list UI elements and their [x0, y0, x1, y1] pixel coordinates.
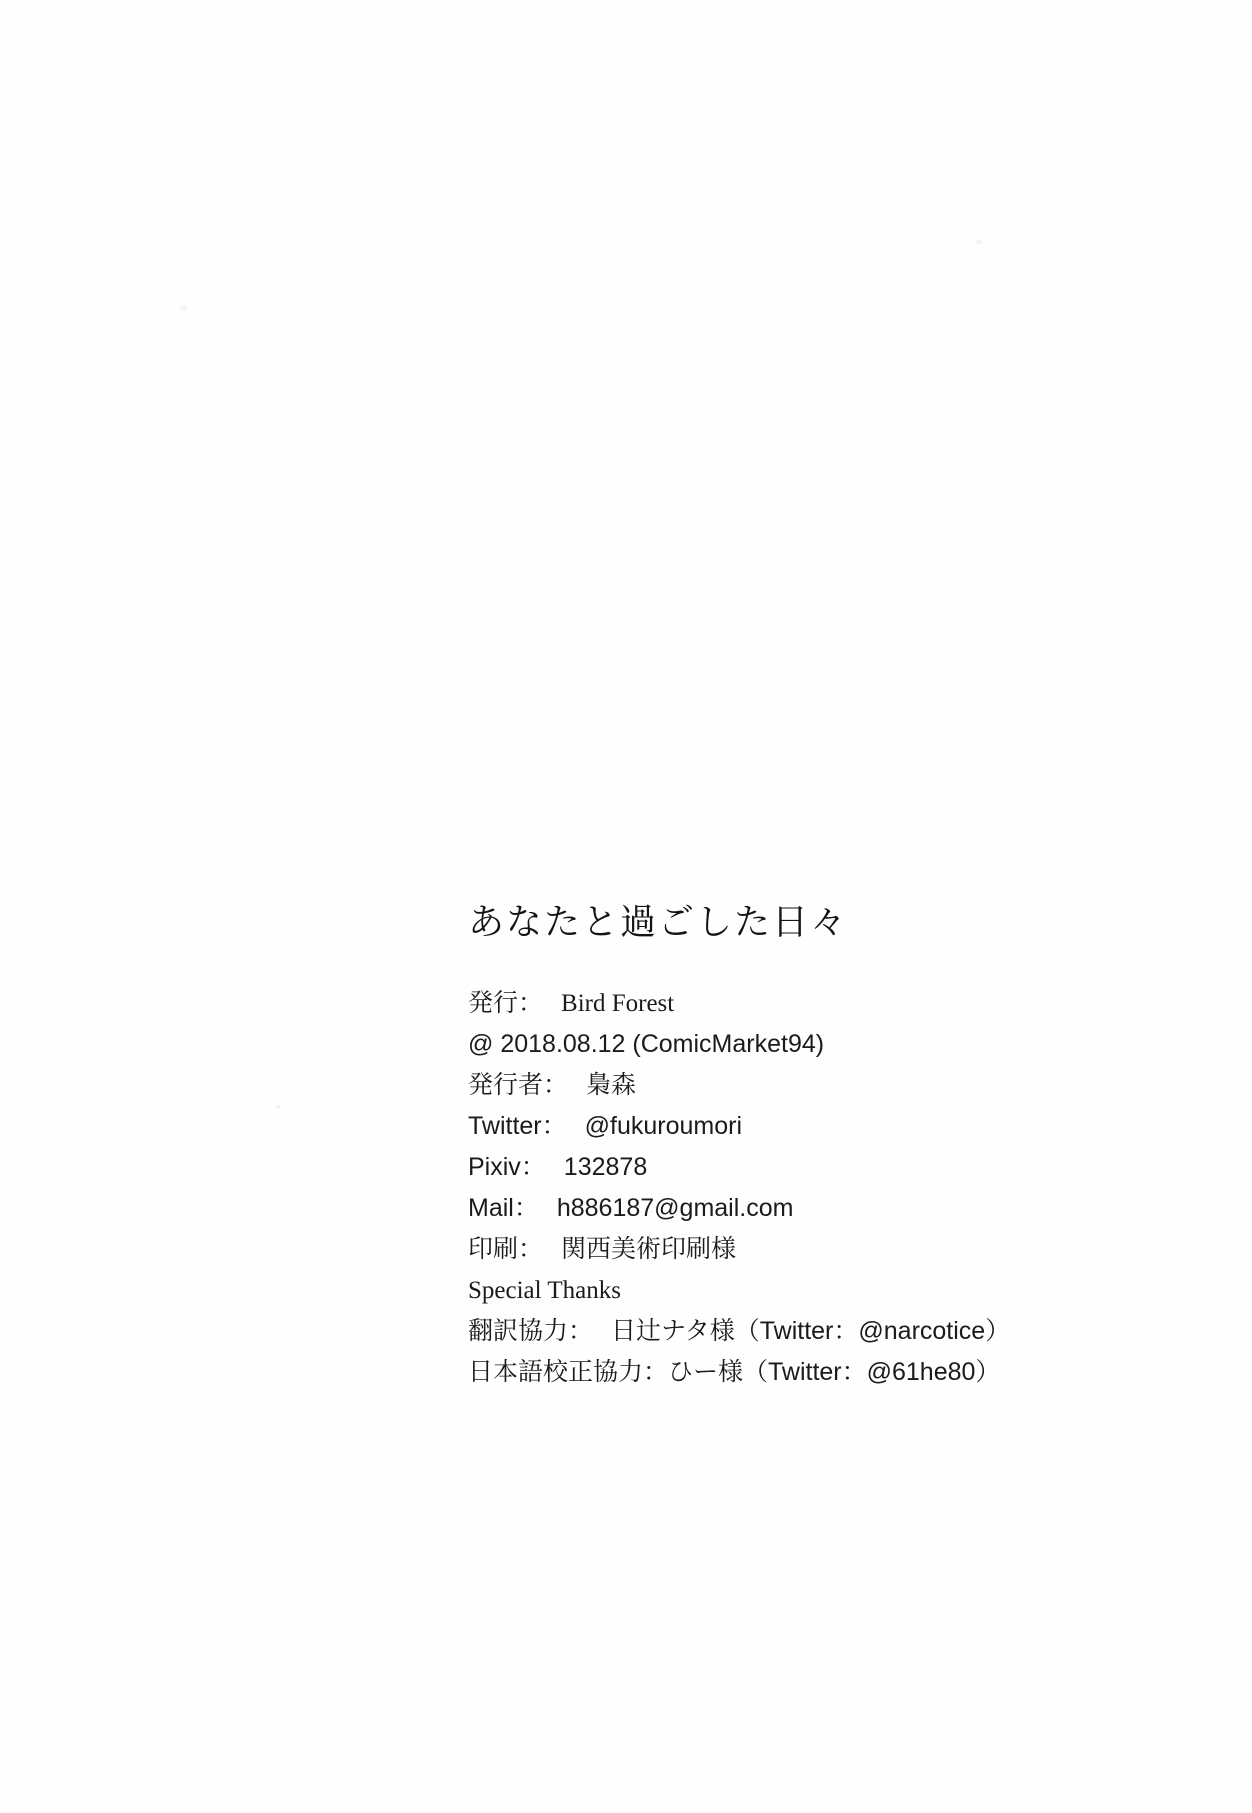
- credit-label: Special Thanks: [468, 1277, 621, 1305]
- credit-row-printing: [468, 1229, 1188, 1270]
- paper-speck: [180, 306, 187, 311]
- credit-value: 日辻ナタ様（Twitter：@narcotice）: [611, 1317, 1011, 1346]
- credit-row-mail: [468, 1188, 1188, 1229]
- credit-value: @fukuroumori: [584, 1112, 742, 1141]
- credit-label: Mail：: [468, 1194, 539, 1223]
- credit-value: 梟森: [586, 1071, 637, 1100]
- credit-row-proofreading: [468, 1352, 1188, 1393]
- paper-speck: [276, 1105, 281, 1109]
- page-title: あなたと過ごした日々: [468, 901, 849, 942]
- credit-row-special-thanks: [468, 1270, 1188, 1311]
- credit-row-translation: [468, 1311, 1188, 1352]
- credit-label: Twitter：: [468, 1112, 567, 1141]
- credit-label: 発行者：: [468, 1071, 569, 1100]
- credit-value: 関西美術印刷様: [561, 1235, 737, 1264]
- credit-value: 132878: [563, 1153, 648, 1182]
- credit-value: h886187@gmail.com: [556, 1194, 794, 1223]
- credit-row-author: [468, 1065, 1188, 1106]
- credit-row-publisher: [468, 983, 1188, 1024]
- credit-row-pixiv: [468, 1147, 1188, 1188]
- credit-label: Pixiv：: [468, 1153, 546, 1182]
- paper-speck: [976, 240, 982, 244]
- credit-row-date: [468, 1024, 1188, 1065]
- credit-label: @ 2018.08.12 (ComicMarket94): [468, 1030, 825, 1059]
- credit-label: 発行：: [468, 989, 544, 1018]
- credit-label: 日本語校正協力：ひー様（Twitter：@61he80）: [468, 1358, 1001, 1387]
- credit-row-twitter: [468, 1106, 1188, 1147]
- colophon-block: [468, 900, 1188, 1393]
- credit-label: 印刷：: [468, 1235, 544, 1264]
- credit-value: Bird Forest: [561, 990, 675, 1018]
- credit-label: 翻訳協力：: [468, 1317, 594, 1346]
